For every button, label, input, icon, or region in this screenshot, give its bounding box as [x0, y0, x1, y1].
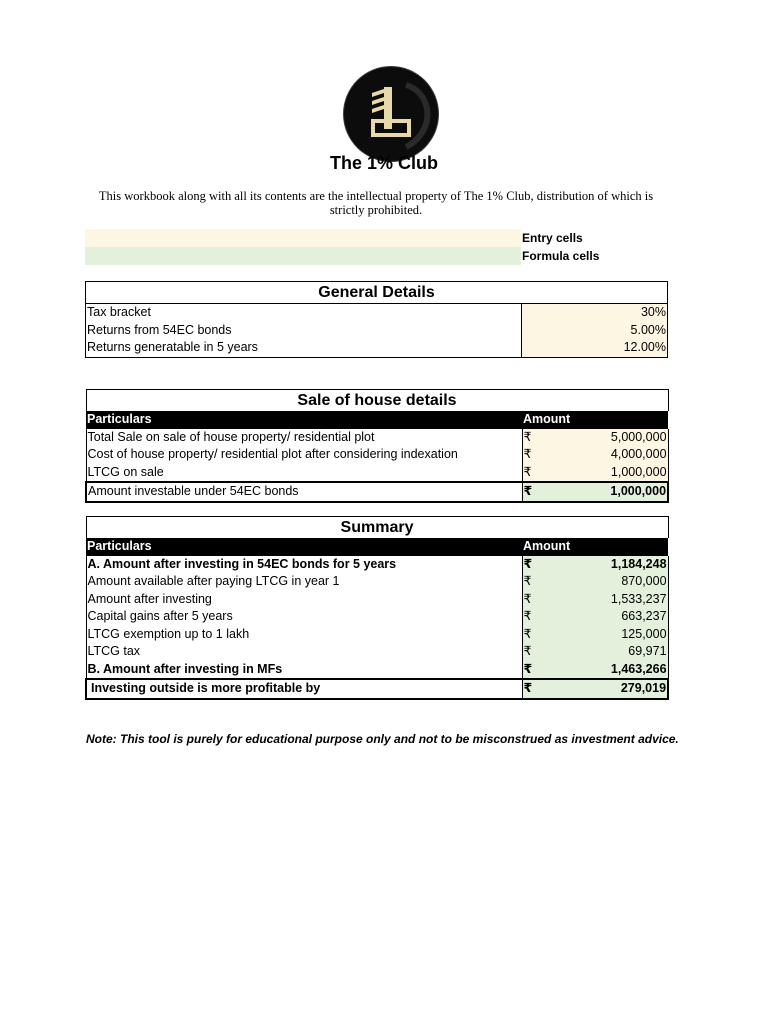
page-title: The 1% Club: [329, 153, 438, 173]
indexed-cost-amount[interactable]: 4,000,000: [536, 446, 668, 464]
total-sale-amount[interactable]: 5,000,000: [536, 429, 668, 447]
table-row: [86, 464, 668, 483]
rupee-symbol: ₹: [522, 573, 536, 591]
particulars-header: Particulars: [86, 538, 522, 556]
bonds-result-label: A. Amount after investing in 54EC bonds for 5 years: [86, 556, 522, 574]
sale-details-title: Sale of house details: [86, 390, 668, 412]
bond-returns-label: Returns from 54EC bonds: [86, 322, 522, 340]
profit-difference-label: Investing outside is more profitable by: [86, 679, 522, 699]
table-row: [86, 626, 668, 644]
capital-gains-label: Capital gains after 5 years: [86, 608, 522, 626]
table-row: [86, 322, 668, 340]
capital-gains-amount: 663,237: [536, 608, 668, 626]
profit-difference-amount: 279,019: [536, 679, 668, 699]
table-row: [86, 679, 668, 699]
sale-details-table: [85, 389, 669, 503]
bond-returns-value[interactable]: 5.00%: [522, 322, 668, 340]
rupee-symbol: ₹: [522, 626, 536, 644]
entry-cell-swatch: [85, 229, 521, 247]
club-logo: [344, 67, 438, 161]
rupee-symbol: ₹: [522, 446, 536, 464]
ltcg-tax-amount: 69,971: [536, 643, 668, 661]
table-row: [86, 339, 668, 357]
indexed-cost-label: Cost of house property/ residential plot after considering indexation: [86, 446, 522, 464]
amount-header: Amount: [522, 538, 668, 556]
table-row: [86, 304, 668, 322]
tax-bracket-label: Tax bracket: [86, 304, 522, 322]
disclaimer-note: Note: This tool is purely for educational purpose only and not to be misconstrued as investment advice.: [86, 732, 679, 746]
mf-result-label: B. Amount after investing in MFs: [86, 661, 522, 680]
ltcg-on-sale-label: LTCG on sale: [86, 464, 522, 483]
general-details-table: [85, 281, 668, 358]
mf-result-amount: 1,463,266: [536, 661, 668, 680]
rupee-symbol: ₹: [522, 591, 536, 609]
entry-cells-label: Entry cells: [522, 231, 583, 245]
table-row: [86, 573, 668, 591]
table-row: [86, 429, 668, 447]
table-row: [86, 556, 668, 574]
investable-amount-value: 1,000,000: [536, 482, 668, 502]
one-percent-logo-icon: [344, 67, 438, 161]
rupee-symbol: ₹: [522, 556, 536, 574]
rupee-symbol: ₹: [522, 482, 536, 502]
ltcg-on-sale-amount: 1,000,000: [536, 464, 668, 483]
after-investing-label: Amount after investing: [86, 591, 522, 609]
investable-amount-label: Amount investable under 54EC bonds: [86, 482, 522, 502]
formula-cell-swatch: [85, 247, 521, 265]
table-row: [86, 608, 668, 626]
rupee-symbol: ₹: [522, 679, 536, 699]
table-row: [86, 591, 668, 609]
table-row: [86, 643, 668, 661]
five-year-returns-value[interactable]: 12.00%: [522, 339, 668, 357]
ip-notice: This workbook along with all its contents are the intellectual property of The 1% Club, distribution of which is strictly prohibited.: [98, 189, 654, 217]
formula-cells-label: Formula cells: [522, 249, 600, 263]
post-ltcg-label: Amount available after paying LTCG in year 1: [86, 573, 522, 591]
ltcg-tax-label: LTCG tax: [86, 643, 522, 661]
after-investing-amount: 1,533,237: [536, 591, 668, 609]
rupee-symbol: ₹: [522, 643, 536, 661]
rupee-symbol: ₹: [522, 429, 536, 447]
rupee-symbol: ₹: [522, 464, 536, 483]
five-year-returns-label: Returns generatable in 5 years: [86, 339, 522, 357]
table-row: [86, 446, 668, 464]
summary-table: [85, 516, 669, 700]
tax-bracket-value[interactable]: 30%: [522, 304, 668, 322]
table-row: [86, 482, 668, 502]
total-sale-label: Total Sale on sale of house property/ residential plot: [86, 429, 522, 447]
rupee-symbol: ₹: [522, 661, 536, 680]
table-row: [86, 661, 668, 680]
bonds-result-amount: 1,184,248: [536, 556, 668, 574]
particulars-header: Particulars: [86, 411, 522, 429]
summary-title: Summary: [86, 517, 668, 539]
ltcg-exemption-amount: 125,000: [536, 626, 668, 644]
general-details-title: General Details: [86, 282, 668, 304]
amount-header: Amount: [522, 411, 668, 429]
ltcg-exemption-label: LTCG exemption up to 1 lakh: [86, 626, 522, 644]
rupee-symbol: ₹: [522, 608, 536, 626]
post-ltcg-amount: 870,000: [536, 573, 668, 591]
